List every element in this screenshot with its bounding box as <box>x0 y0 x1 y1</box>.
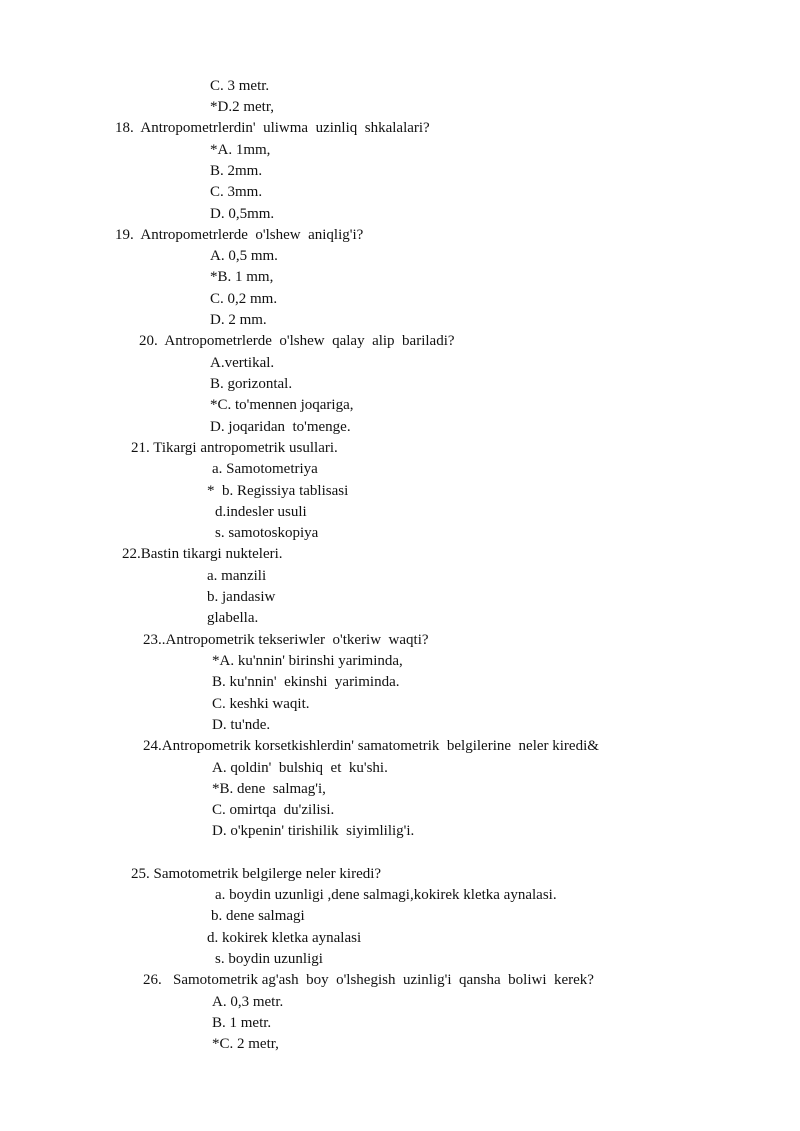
question-19: 19. Antropometrlerde o'lshew aniqlig'i? <box>115 227 364 243</box>
answer-option: *B. dene salmag'i, <box>212 781 326 797</box>
answer-option: d. kokirek kletka aynalasi <box>207 930 362 946</box>
answer-option: D. 0,5mm. <box>210 206 275 222</box>
question-22: 22.Bastin tikargi nukteleri. <box>122 546 283 562</box>
answer-option: *C. to'mennen joqariga, <box>210 397 354 413</box>
answer-option: C. 0,2 mm. <box>210 291 278 307</box>
answer-option: s. samotoskopiya <box>215 525 319 541</box>
question-26: 26. Samotometrik ag'ash boy o'lshegish uzinlig'i qansha boliwi kerek? <box>143 972 594 988</box>
question-25: 25. Samotometrik belgilerge neler kiredi? <box>131 866 382 882</box>
answer-option: A. qoldin' bulshiq et ku'shi. <box>212 760 388 776</box>
answer-option: C. omirtqa du'zilisi. <box>212 802 335 818</box>
answer-option: * b. Regissiya tablisasi <box>207 483 349 499</box>
answer-option: s. boydin uzunligi <box>215 951 323 967</box>
answer-option: *A. 1mm, <box>210 142 271 158</box>
question-23: 23..Antropometrik tekseriwler o'tkeriw waqti? <box>143 632 429 648</box>
answer-option: a. manzili <box>207 568 267 584</box>
answer-option: A. 0,5 mm. <box>210 248 278 264</box>
answer-option: D. 2 mm. <box>210 312 267 328</box>
question-24: 24.Antropometrik korsetkishlerdin' samatometrik belgilerine neler kiredi& <box>143 738 599 754</box>
answer-option: a. Samotometriya <box>212 461 318 477</box>
answer-option: D. joqaridan to'menge. <box>210 419 351 435</box>
answer-option: b. jandasiw <box>207 589 276 605</box>
answer-option: A. 0,3 metr. <box>212 994 284 1010</box>
answer-option: B. ku'nnin' ekinshi yariminda. <box>212 674 400 690</box>
answer-option: B. gorizontal. <box>210 376 293 392</box>
answer-option: C. keshki waqit. <box>212 696 310 712</box>
answer-option: B. 1 metr. <box>212 1015 272 1031</box>
answer-option: *D.2 metr, <box>210 99 274 115</box>
answer-option: glabella. <box>207 610 259 626</box>
answer-option: C. 3 metr. <box>210 78 270 94</box>
answer-option: *A. ku'nnin' birinshi yariminda, <box>212 653 403 669</box>
answer-option: b. dene salmagi <box>211 908 305 924</box>
answer-option: B. 2mm. <box>210 163 263 179</box>
answer-option: d.indesler usuli <box>215 504 307 520</box>
answer-option: *B. 1 mm, <box>210 269 274 285</box>
question-21: 21. Tikargi antropometrik usullari. <box>131 440 338 456</box>
answer-option: *C. 2 metr, <box>212 1036 279 1052</box>
answer-option: C. 3mm. <box>210 184 263 200</box>
answer-option: D. o'kpenin' tirishilik siyimlilig'i. <box>212 823 415 839</box>
answer-option: A.vertikal. <box>210 355 275 371</box>
answer-option: a. boydin uzunligi ,dene salmagi,kokirek kletka aynalasi. <box>215 887 557 903</box>
question-20: 20. Antropometrlerde o'lshew qalay alip bariladi? <box>139 333 455 349</box>
question-18: 18. Antropometrlerdin' uliwma uzinliq shkalalari? <box>115 120 430 136</box>
answer-option: D. tu'nde. <box>212 717 271 733</box>
